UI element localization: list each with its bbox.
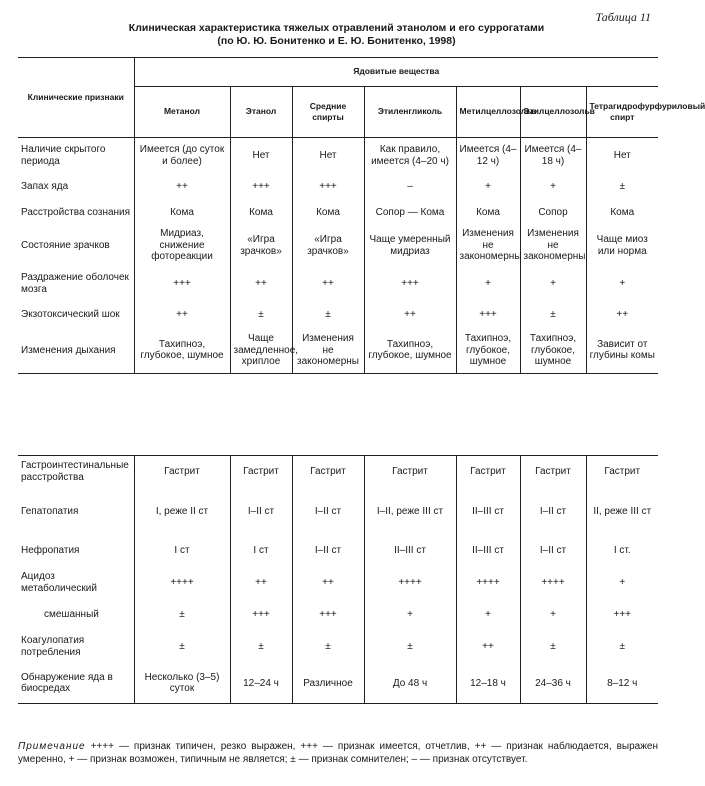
table-cell: Чаще замедленное, хриплое xyxy=(230,328,292,374)
row-label: Обнаружение яда в биосредах xyxy=(18,664,134,704)
row-label: Запах яда xyxy=(21,180,69,192)
table-cell: Гастрит xyxy=(456,456,520,488)
table-cell: ++ xyxy=(134,174,230,200)
table-cell: Кома xyxy=(586,200,658,226)
table-cell: II–III ст xyxy=(456,536,520,566)
table-cell: ++++ xyxy=(364,566,456,600)
table-cell: Гастрит xyxy=(292,456,364,488)
table-row xyxy=(18,174,658,200)
table-row xyxy=(18,600,658,630)
table-cell: 12–24 ч xyxy=(230,664,292,704)
table-cell: Изменения не закономерны xyxy=(456,226,520,266)
table-cell: +++ xyxy=(364,266,456,302)
table-cell: Имеется (4–12 ч) xyxy=(456,138,520,174)
table-cell: Сопор xyxy=(520,200,586,226)
header-substance: Средние спирты xyxy=(292,87,364,138)
table-cell: Изменения не закономерны xyxy=(520,226,586,266)
table-cell: ++ xyxy=(230,566,292,600)
table-cell: +++ xyxy=(230,174,292,200)
table-cell: Нет xyxy=(230,138,292,174)
table-cell: I ст xyxy=(134,536,230,566)
row-label: Гепатопатия xyxy=(21,505,79,517)
table-body-1 xyxy=(18,138,658,374)
header-signs: Клинические признаки xyxy=(18,58,134,138)
table-cell: + xyxy=(586,266,658,302)
table-cell: Имеется (4–18 ч) xyxy=(520,138,586,174)
title-line-1: Клиническая характеристика тяжелых отравлений этанолом и его суррогатами xyxy=(128,22,545,34)
table-cell: ++ xyxy=(134,302,230,328)
table-cell: Мидриаз, снижение фотореакции xyxy=(134,226,230,266)
row-label: Наличие скрытого периода xyxy=(21,144,106,167)
table-cell: Различное xyxy=(292,664,364,704)
table-cell: + xyxy=(520,600,586,630)
table-cell: +++ xyxy=(230,600,292,630)
table-cell: + xyxy=(520,174,586,200)
table-cell: – xyxy=(364,174,456,200)
table-cell: ± xyxy=(230,630,292,664)
table-cell: ++ xyxy=(586,302,658,328)
table-cell: I–II ст xyxy=(292,488,364,536)
footnote xyxy=(18,740,658,766)
table-cell: I, реже II ст xyxy=(134,488,230,536)
table-cell: I–II, реже III ст xyxy=(364,488,456,536)
table-row xyxy=(18,200,658,226)
table-part-2 xyxy=(18,455,658,704)
row-label: Коагулопатия потребления xyxy=(21,635,85,658)
table-cell: Гастрит xyxy=(134,456,230,488)
header-substance: Метилцеллозольв xyxy=(456,87,520,138)
row-label: Экзотоксический шок xyxy=(21,308,120,320)
header-substance: Метанол xyxy=(134,87,230,138)
table-cell: Кома xyxy=(134,200,230,226)
table-cell: Тахипноэ, глубокое, шумное xyxy=(456,328,520,374)
table-cell: + xyxy=(456,174,520,200)
table-cell: ± xyxy=(586,630,658,664)
table-cell: + xyxy=(456,266,520,302)
row-label: Раздражение оболочек мозга xyxy=(21,272,129,295)
table-row xyxy=(18,664,658,704)
table-cell: Зависит от глубины комы xyxy=(586,328,658,374)
header-substance: Этиленгликоль xyxy=(364,87,456,138)
table-cell: I–II ст xyxy=(520,488,586,536)
header-substance: Этилцеллозольв xyxy=(520,87,586,138)
table-cell: 8–12 ч xyxy=(586,664,658,704)
table-row xyxy=(18,566,658,600)
table-cell: I ст. xyxy=(586,536,658,566)
table-cell: ++ xyxy=(292,566,364,600)
table-cell: + xyxy=(520,266,586,302)
table-cell: ++++ xyxy=(520,566,586,600)
table-part-1 xyxy=(18,57,705,374)
table-row xyxy=(18,138,658,174)
table-row xyxy=(18,226,658,266)
table-cell: +++ xyxy=(586,600,658,630)
table-cell: +++ xyxy=(292,174,364,200)
table-cell: ++++ xyxy=(456,566,520,600)
table-cell: + xyxy=(456,600,520,630)
table-cell: Тахипноэ, глубокое, шумное xyxy=(364,328,456,374)
table-cell: Тахипноэ, глубокое, шумное xyxy=(520,328,586,374)
table-cell: 12–18 ч xyxy=(456,664,520,704)
table-cell: Сопор — Кома xyxy=(364,200,456,226)
table-cell: +++ xyxy=(456,302,520,328)
footnote-text: ++++ — признак типичен, резко выражен, +++ — признак имеется, отчетлив, ++ — признак наблюдается, выражен умеренно, + — признак возможен, типичным не является; ± — признак сомнителен; – — признак отсутствует. xyxy=(18,741,659,765)
table-cell: +++ xyxy=(292,600,364,630)
table-cell: II–III ст xyxy=(364,536,456,566)
table-cell: Чаще миоз или норма xyxy=(586,226,658,266)
row-label: Ацидоз метаболический xyxy=(21,571,97,594)
table-row xyxy=(18,536,658,566)
table-cell: +++ xyxy=(134,266,230,302)
header-substance: Этанол xyxy=(230,87,292,138)
header-group: Ядовитые вещества xyxy=(353,66,440,77)
table-row xyxy=(18,488,658,536)
table-number: Таблица 11 xyxy=(595,10,651,24)
table-cell: Кома xyxy=(456,200,520,226)
table-cell: Кома xyxy=(230,200,292,226)
footnote-label: Примечание xyxy=(18,741,86,752)
table-row xyxy=(18,328,658,374)
table-cell: I–II ст xyxy=(292,536,364,566)
row-label: Изменения дыхания xyxy=(18,328,134,374)
table-cell: Гастрит xyxy=(364,456,456,488)
title-line-2: (по Ю. Ю. Бонитенко и Е. Ю. Бонитенко, 1998) xyxy=(217,35,456,47)
table-cell: Кома xyxy=(292,200,364,226)
table-row xyxy=(18,302,658,328)
table-cell: I–II ст xyxy=(230,488,292,536)
table-cell: ++ xyxy=(230,266,292,302)
table-cell: ++ xyxy=(292,266,364,302)
table-cell: ± xyxy=(134,630,230,664)
table-title xyxy=(0,22,673,48)
table-cell: До 48 ч xyxy=(364,664,456,704)
table-cell: II–III ст xyxy=(456,488,520,536)
row-label: смешанный xyxy=(44,608,99,620)
table-cell: Как правило, имеется (4–20 ч) xyxy=(364,138,456,174)
table-cell: ± xyxy=(292,630,364,664)
table-cell: I ст xyxy=(230,536,292,566)
table-cell: + xyxy=(364,600,456,630)
table-cell: + xyxy=(586,566,658,600)
table-cell: ± xyxy=(230,302,292,328)
table-cell: «Игра зрачков» xyxy=(230,226,292,266)
table-cell: Нет xyxy=(292,138,364,174)
row-label: Нефропатия xyxy=(21,544,80,556)
table-cell: ± xyxy=(364,630,456,664)
table-cell: ++ xyxy=(456,630,520,664)
table-cell: Тахипноэ, глубокое, шумное xyxy=(134,328,230,374)
table-cell: Изменения не закономерны xyxy=(292,328,364,374)
table-cell: Имеется (до суток и более) xyxy=(134,138,230,174)
table-cell: ± xyxy=(520,302,586,328)
table-cell: Несколько (3–5) суток xyxy=(134,664,230,704)
table-row xyxy=(18,630,658,664)
table-cell: I–II ст xyxy=(520,536,586,566)
table-cell: 24–36 ч xyxy=(520,664,586,704)
row-label: Расстройства сознания xyxy=(21,206,131,218)
table-cell: ± xyxy=(520,630,586,664)
table-cell: Нет xyxy=(586,138,658,174)
table-cell: Чаще умеренный мидриаз xyxy=(364,226,456,266)
table-cell: ++++ xyxy=(134,566,230,600)
table-cell: ± xyxy=(586,174,658,200)
row-label: Состояние зрачков xyxy=(21,239,110,251)
header-substance: Тетрагидрофурфуриловый спирт xyxy=(586,87,658,138)
table-row xyxy=(18,266,658,302)
table-cell: Гастрит xyxy=(586,456,658,488)
table-cell: ± xyxy=(292,302,364,328)
table-cell: II, реже III ст xyxy=(586,488,658,536)
table-cell: «Игра зрачков» xyxy=(292,226,364,266)
table-cell: ++ xyxy=(364,302,456,328)
table-cell: ± xyxy=(134,600,230,630)
table-row xyxy=(18,456,658,488)
table-body-2 xyxy=(18,456,658,704)
table-cell: Гастрит xyxy=(520,456,586,488)
row-label: Гастроинтестинальные расстройства xyxy=(18,456,134,488)
table-cell: Гастрит xyxy=(230,456,292,488)
